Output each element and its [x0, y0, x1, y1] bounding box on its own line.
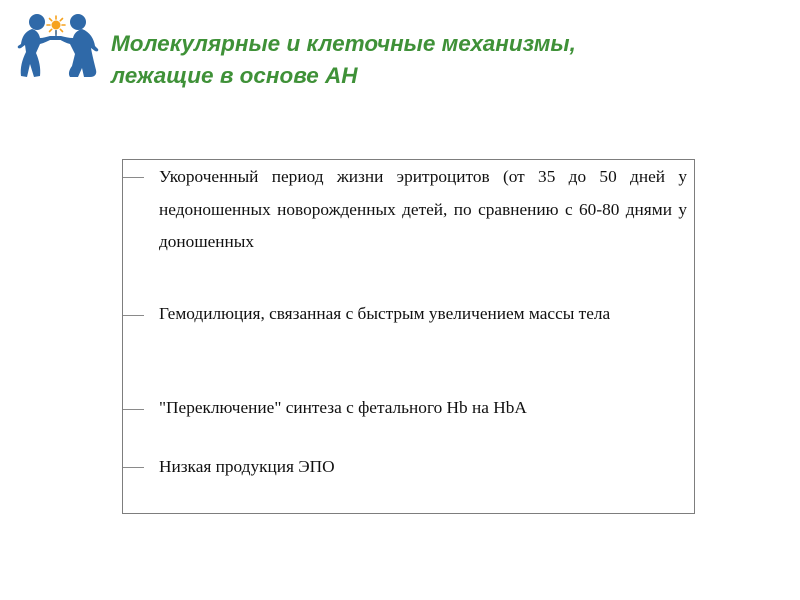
dash-bullet-icon: [123, 409, 144, 410]
dash-bullet-icon: [123, 315, 144, 316]
list-item-text: Укороченный период жизни эритроцитов (от 35 до 50 дней у недоношенных новорожденных детей, по сравнению с 60-80 днями у доношенных: [159, 167, 687, 251]
slide-title: [111, 28, 751, 92]
list-item-text: "Переключение" синтеза с фетального Hb на HbA: [159, 398, 527, 417]
slide-title-line-1: Молекулярные и клеточные механизмы,: [111, 31, 576, 56]
list-item-text: Гемодилюция, связанная с быстрым увеличением массы тела: [159, 304, 611, 323]
list-item-text: Низкая продукция ЭПО: [159, 457, 335, 476]
children-with-sun-logo-icon: [12, 8, 102, 84]
dash-bullet-icon: [123, 177, 144, 178]
dash-bullet-icon: [123, 467, 144, 468]
mechanisms-list-box: [122, 159, 695, 514]
slide-title-line-2: лежащие в основе АН: [111, 63, 358, 88]
